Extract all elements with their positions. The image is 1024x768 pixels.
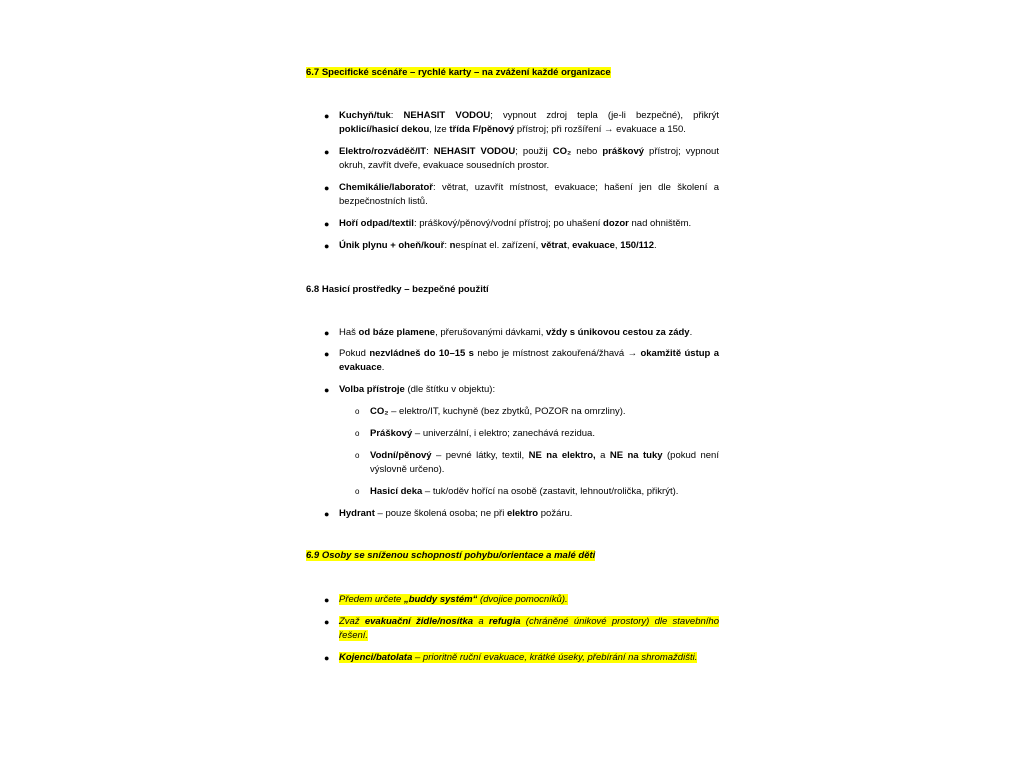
bold-text-run: Hydrant: [339, 508, 375, 519]
text-run: – elektro/IT, kuchyně (bez zbytků, POZOR na omrzliny).: [388, 406, 626, 417]
bold-text-run: Vodní/pěnový: [370, 450, 432, 461]
text-run: (pokud není výslovně určeno).: [370, 450, 719, 475]
list-item-text: [339, 651, 719, 665]
list-item-text: [339, 615, 719, 643]
bold-text-run: nezvládneš do 10–15 s: [369, 348, 474, 359]
bold-text-run: NE na tuky: [609, 450, 663, 461]
bullet-icon: ●: [324, 349, 330, 359]
circle-bullet-icon: o: [355, 451, 360, 460]
list-item-text: [339, 181, 719, 209]
bold-text-run: evakuace: [572, 240, 615, 251]
list-item-text: [339, 145, 719, 173]
text-run: Haš: [339, 327, 359, 338]
circle-bullet-icon: o: [355, 487, 360, 496]
bold-text-run: NEHASIT VODOU: [433, 146, 516, 157]
bullet-icon: ●: [324, 219, 330, 229]
bold-text-run: práškový: [602, 146, 645, 157]
text-run: a: [473, 616, 489, 627]
section-heading-6-9: 6.9 Osoby se sníženou schopností pohybu/orientace a malé děti: [306, 550, 596, 561]
text-run: – prioritně ruční evakuace, krátké úseky, přebírání na shromaždišti.: [412, 652, 698, 663]
text-run: přístroj; vypnout okruh, zavřít dveře, evakuace sousedních prostor.: [339, 146, 719, 171]
text-run: ; použij: [515, 146, 553, 157]
text-run: espínat el. zařízení,: [455, 240, 541, 251]
bold-text-run: větrat: [540, 240, 567, 251]
sub-list-item-text: [370, 449, 719, 477]
list-item-text: [339, 326, 719, 340]
text-run: nad ohništěm.: [628, 218, 692, 229]
bold-text-run: Kojenci/batolata: [339, 652, 413, 663]
text-run: ,: [614, 240, 621, 251]
bold-text-run: elektro: [506, 508, 539, 519]
text-run: .: [654, 240, 657, 251]
text-run: : práškový/pěnový/vodní přístroj; po uhašení: [413, 218, 604, 229]
section-heading-6-7: 6.7 Specifické scénáře – rychlé karty – na zvážení každé organizace: [306, 67, 611, 78]
bold-text-run: Hoří odpad/textil: [339, 218, 414, 229]
text-run: – univerzální, i elektro; zanechává rezidua.: [412, 428, 595, 439]
bullet-icon: ●: [324, 595, 330, 605]
bold-text-run: Únik plynu + oheň/kouř: [339, 240, 445, 251]
bold-text-run: evakuační židle/nosítka: [364, 616, 474, 627]
bold-text-run: CO₂: [552, 146, 572, 157]
bullet-icon: ●: [324, 183, 330, 193]
circle-bullet-icon: o: [355, 429, 360, 438]
bullet-icon: ●: [324, 328, 330, 338]
bullet-icon: ●: [324, 147, 330, 157]
bold-text-run: NEHASIT VODOU: [403, 110, 491, 121]
text-run: :: [390, 110, 404, 121]
list-item-text: [339, 593, 719, 607]
text-run: : větrat, uzavřít místnost, evakuace; hašení jen dle školení a bezpečnostních listů.: [339, 182, 719, 207]
bullet-icon: ●: [324, 385, 330, 395]
list-item-text: [339, 383, 719, 397]
text-run: :: [444, 240, 450, 251]
text-run: ; vypnout zdroj tepla (je-li bezpečné), přikrýt: [490, 110, 720, 121]
sub-list-item-text: [370, 485, 719, 499]
bold-text-run: Volba přístroje: [339, 384, 405, 395]
text-run: , přerušovanými dávkami,: [435, 327, 546, 338]
text-run: Pokud: [339, 348, 370, 359]
sub-list-item-text: [370, 405, 719, 419]
bold-text-run: okamžitě ústup a evakuace: [339, 348, 719, 373]
bold-text-run: vždy s únikovou cestou za zády: [545, 327, 690, 338]
bold-text-run: CO₂: [370, 406, 389, 417]
text-run: nebo: [571, 146, 603, 157]
text-run: požáru.: [538, 508, 573, 519]
text-run: – tuk/oděv hořící na osobě (zastavit, lehnout/rolička, přikrýt).: [422, 486, 679, 497]
bold-text-run: NE na elektro,: [528, 450, 596, 461]
bullet-icon: ●: [324, 653, 330, 663]
bullet-icon: ●: [324, 509, 330, 519]
text-run: nebo je místnost zakouřená/žhavá →: [473, 348, 641, 359]
text-run: přístroj; při rozšíření → evakuace a 150.: [514, 124, 686, 135]
bold-text-run: Elektro/rozváděč/IT: [339, 146, 427, 157]
bullet-icon: ●: [324, 241, 330, 251]
list-item-text: [339, 109, 719, 137]
text-run: (dle štítku v objektu):: [404, 384, 496, 395]
bold-text-run: dozor: [603, 218, 629, 229]
section-heading-6-8: 6.8 Hasicí prostředky – bezpečné použití: [306, 284, 489, 295]
list-item-text: [339, 239, 719, 253]
bold-text-run: „buddy systém“: [403, 594, 478, 605]
list-item-text: [339, 347, 719, 375]
text-run: Předem určete: [339, 594, 404, 605]
list-item-text: [339, 507, 719, 521]
text-run: a: [595, 450, 610, 461]
bold-text-run: n: [449, 240, 456, 251]
bold-text-run: refugia: [488, 616, 521, 627]
bold-text-run: od báze plamene: [358, 327, 436, 338]
bold-text-run: Chemikálie/laboratoř: [339, 182, 433, 193]
text-run: :: [426, 146, 434, 157]
bold-text-run: 150/112: [620, 240, 655, 251]
bold-text-run: Hasicí deka: [370, 486, 423, 497]
bold-text-run: poklicí/hasicí dekou: [339, 124, 430, 135]
text-run: (dvojice pomocníků).: [477, 594, 568, 605]
sub-list-item-text: [370, 427, 719, 441]
text-run: .: [381, 362, 385, 373]
text-run: Zvaž: [339, 616, 365, 627]
text-run: ,: [566, 240, 573, 251]
bullet-icon: ●: [324, 617, 330, 627]
list-item-text: [339, 217, 719, 231]
bold-text-run: Práškový: [370, 428, 413, 439]
text-run: .: [689, 327, 693, 338]
bold-text-run: třída F/pěnový: [449, 124, 515, 135]
text-run: , lze: [429, 124, 450, 135]
text-run: (chráněné únikové prostory) dle stavebního řešení.: [339, 616, 719, 641]
bold-text-run: Kuchyň/tuk: [339, 110, 391, 121]
bullet-icon: ●: [324, 111, 330, 121]
text-run: – pouze školená osoba; ne při: [374, 508, 507, 519]
circle-bullet-icon: o: [355, 407, 360, 416]
text-run: – pevné látky, textil,: [431, 450, 529, 461]
